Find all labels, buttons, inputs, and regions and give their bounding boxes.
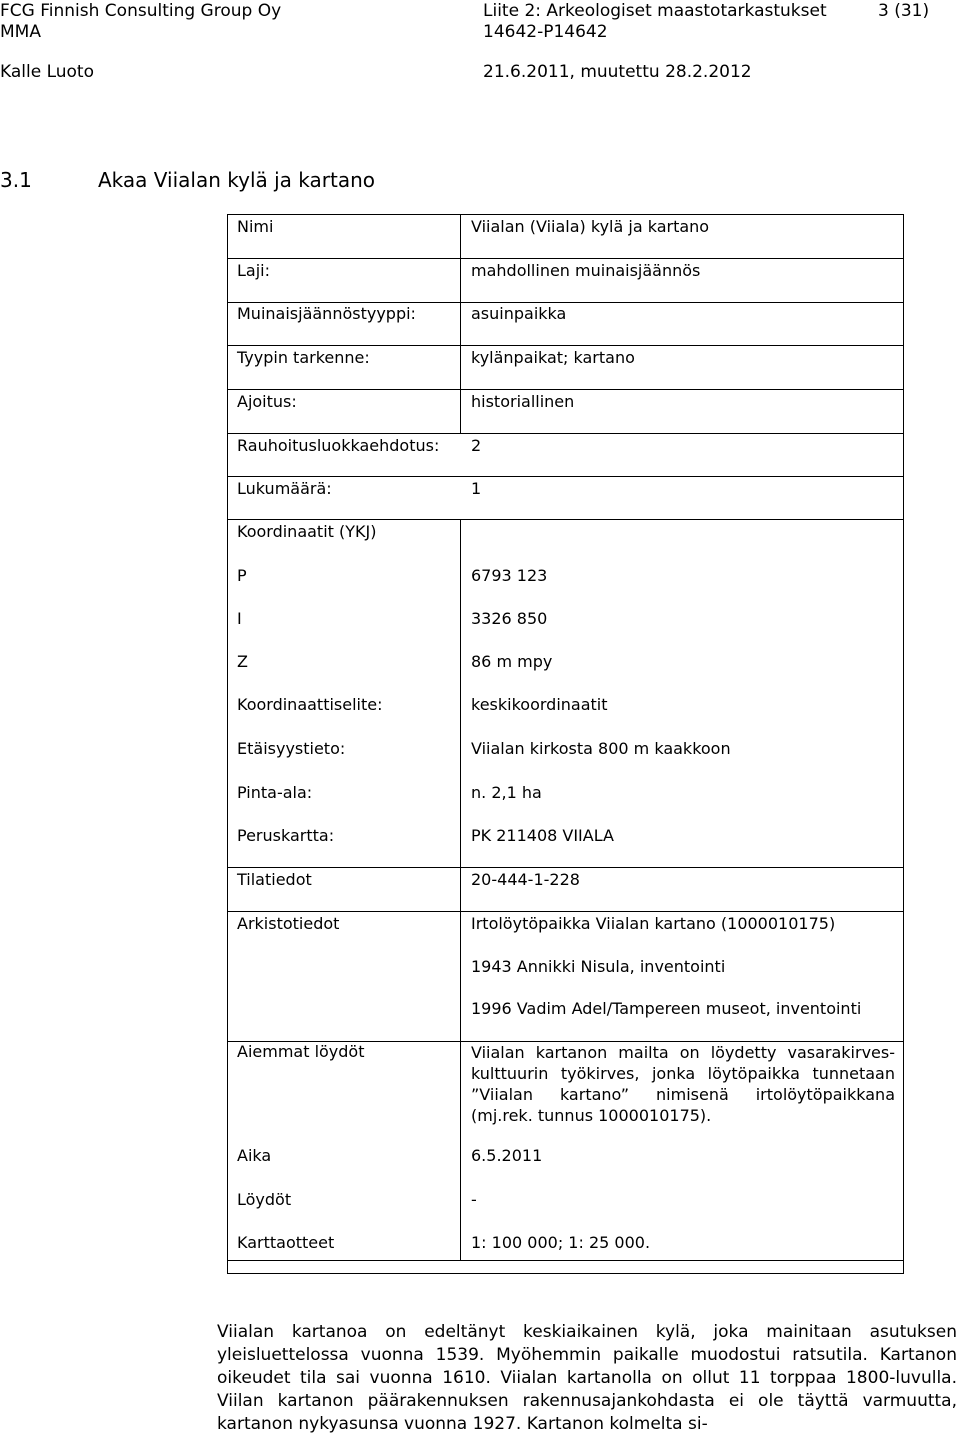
document-date: 21.6.2011, muutettu 28.2.2012 bbox=[483, 62, 752, 82]
lukumaara-label: Lukumäärä: bbox=[237, 479, 332, 498]
page-number: 3 (31) bbox=[878, 1, 930, 21]
laji-label: Laji: bbox=[237, 261, 270, 280]
aiemmat-label: Aiemmat löydöt bbox=[237, 1042, 365, 1061]
tilatiedot-label: Tilatiedot bbox=[237, 870, 312, 889]
tarkenne-label: Tyypin tarkenne: bbox=[237, 348, 370, 367]
row-divider bbox=[228, 258, 903, 259]
loydot-value: - bbox=[471, 1190, 477, 1209]
selite-label: Koordinaattiselite: bbox=[237, 695, 383, 714]
row-divider bbox=[228, 476, 903, 477]
row-divider bbox=[228, 911, 903, 912]
z-value: 86 m mpy bbox=[471, 652, 553, 671]
arkisto-value-2: 1943 Annikki Nisula, inventointi bbox=[471, 957, 726, 976]
arkisto-value-3: 1996 Vadim Adel/Tampereen museot, inventointi bbox=[471, 999, 862, 1018]
aika-label: Aika bbox=[237, 1146, 272, 1165]
site-info-table bbox=[227, 214, 904, 1274]
column-divider bbox=[460, 215, 461, 433]
tyyppi-label: Muinaisjäännöstyyppi: bbox=[237, 304, 416, 323]
selite-value: keskikoordinaatit bbox=[471, 695, 608, 714]
row-divider bbox=[228, 302, 903, 303]
rauhoitus-value: 2 bbox=[471, 436, 482, 455]
aika-value: 6.5.2011 bbox=[471, 1146, 543, 1165]
row-divider bbox=[228, 389, 903, 390]
koordinaatit-label: Koordinaatit (YKJ) bbox=[237, 522, 377, 541]
row-divider bbox=[228, 433, 903, 434]
karttaotteet-label: Karttaotteet bbox=[237, 1233, 335, 1252]
pinta-ala-value: n. 2,1 ha bbox=[471, 783, 542, 802]
project-number: 14642-P14642 bbox=[483, 22, 608, 42]
lukumaara-value: 1 bbox=[471, 479, 482, 498]
client-name: MMA bbox=[0, 22, 41, 42]
laji-value: mahdollinen muinaisjäännös bbox=[471, 261, 701, 280]
ajoitus-value: historiallinen bbox=[471, 392, 575, 411]
aiemmat-value: Viialan kartanon mailta on löydetty vasarakirves-kulttuurin työkirves, jonka löytöpaikka tunnetaan ”Viialan kartano” nimisenä irtolöytöpaikkana (mj.rek. tunnus 1000010175). bbox=[471, 1043, 895, 1125]
pinta-ala-label: Pinta-ala: bbox=[237, 783, 313, 802]
p-value: 6793 123 bbox=[471, 566, 548, 585]
arkisto-label: Arkistotiedot bbox=[237, 914, 340, 933]
row-divider bbox=[228, 345, 903, 346]
row-divider bbox=[228, 519, 903, 520]
karttaotteet-value: 1: 100 000; 1: 25 000. bbox=[471, 1233, 651, 1252]
nimi-label: Nimi bbox=[237, 217, 274, 236]
column-divider bbox=[460, 519, 461, 1260]
loydot-label: Löydöt bbox=[237, 1190, 292, 1209]
etaisyys-value: Viialan kirkosta 800 m kaakkoon bbox=[471, 739, 731, 758]
ajoitus-label: Ajoitus: bbox=[237, 392, 297, 411]
etaisyys-label: Etäisyystieto: bbox=[237, 739, 346, 758]
peruskartta-label: Peruskartta: bbox=[237, 826, 335, 845]
arkisto-value-1: Irtolöytöpaikka Viialan kartano (1000010175) bbox=[471, 914, 836, 933]
appendix-title: Liite 2: Arkeologiset maastotarkastukset bbox=[483, 1, 827, 21]
peruskartta-value: PK 211408 VIIALA bbox=[471, 826, 614, 845]
section-title: Akaa Viialan kylä ja kartano bbox=[98, 168, 376, 192]
tilatiedot-value: 20-444-1-228 bbox=[471, 870, 580, 889]
body-paragraph: Viialan kartanoa on edeltänyt keskiaikainen kylä, joka mainitaan asutuksen yleisluettelossa vuonna 1539. Myöhemmin paikalle muodostui ratsutila. Kartanon oikeudet tila sai vuonna 1610. Viialan kartanolla on ollut 11 torppaa 1800-luvulla. Viilan kartanon päärakennuksen rakennusajankohdasta ei ole täyttä varmuutta, kartanon nykyasunsa vuonna 1927. Kartanon kolmelta si- bbox=[217, 1322, 957, 1434]
row-divider bbox=[228, 1260, 903, 1261]
i-value: 3326 850 bbox=[471, 609, 548, 628]
company-name: FCG Finnish Consulting Group Oy bbox=[0, 1, 282, 21]
z-label: Z bbox=[237, 652, 248, 671]
tyyppi-value: asuinpaikka bbox=[471, 304, 567, 323]
section-number: 3.1 bbox=[0, 168, 32, 192]
rauhoitus-label: Rauhoitusluokkaehdotus: bbox=[237, 436, 440, 455]
i-label: I bbox=[237, 609, 242, 628]
nimi-value: Viialan (Viiala) kylä ja kartano bbox=[471, 217, 710, 236]
author-name: Kalle Luoto bbox=[0, 62, 94, 82]
section-heading bbox=[0, 168, 375, 192]
row-divider bbox=[228, 867, 903, 868]
tarkenne-value: kylänpaikat; kartano bbox=[471, 348, 635, 367]
p-label: P bbox=[237, 566, 247, 585]
